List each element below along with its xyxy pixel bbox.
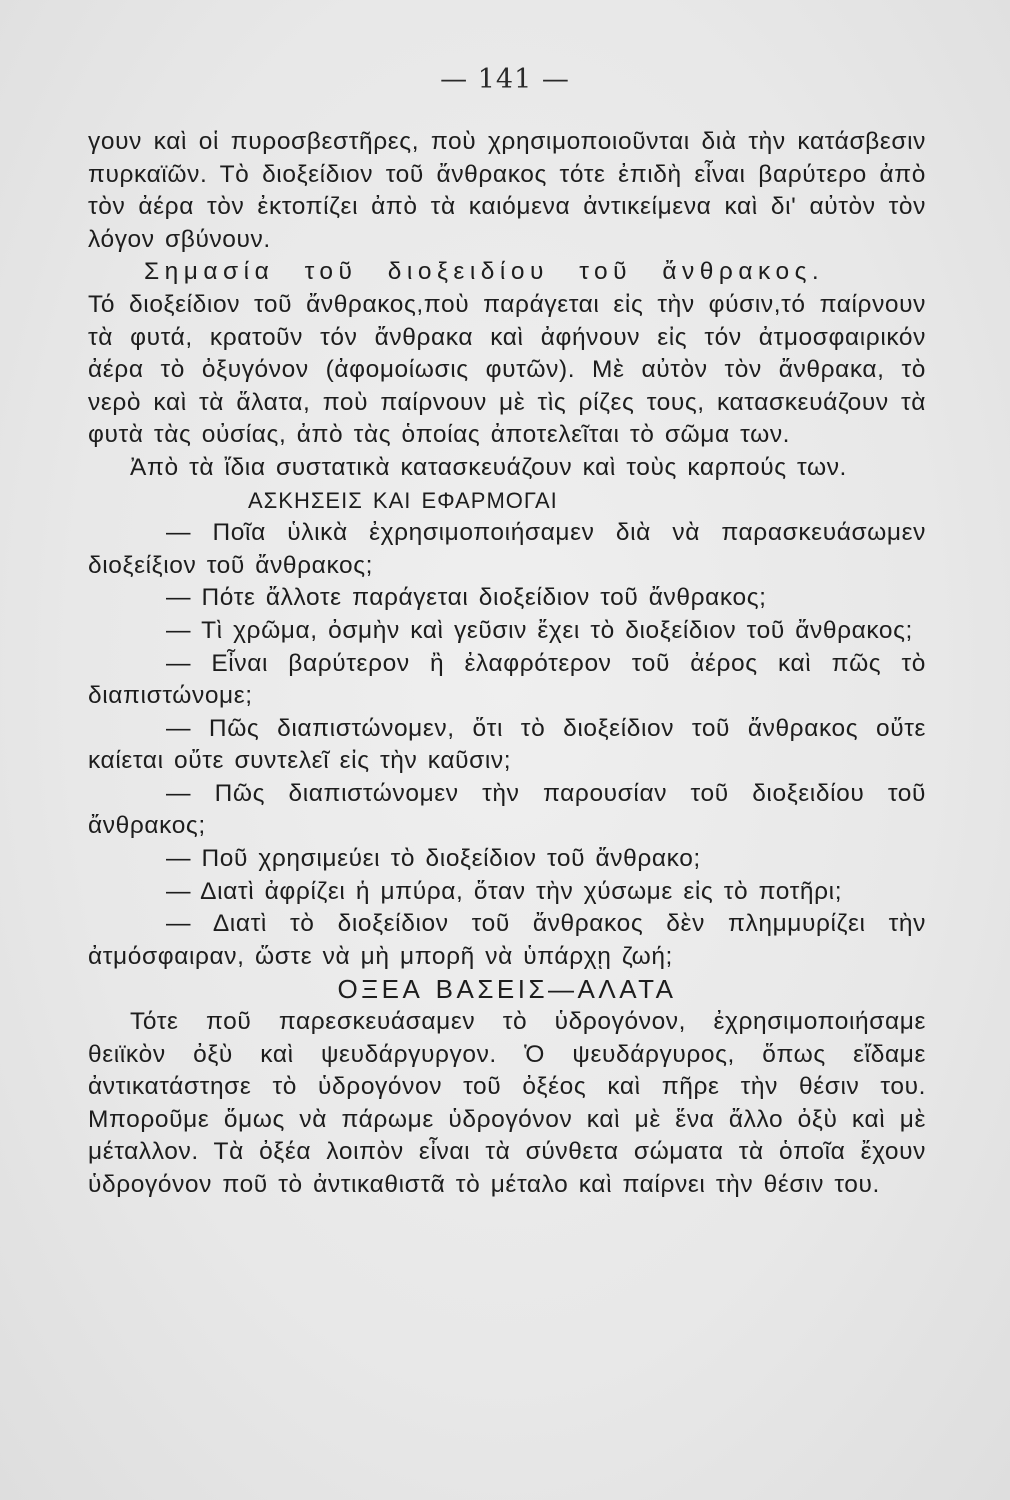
acids-bases-salts-heading: ΟΞΕΑ ΒΑΣΕΙΣ—ΑΛΑΤΑ [337,974,677,1005]
exercise-question: — Εἶναι βαρύτερον ἢ ἐλαφρότερον τοῦ ἀέρος καὶ πῶς τὸ διαπιστώνομε; [88,649,926,710]
exercise-questions-list [88,517,926,973]
fruits-paragraph: Ἀπὸ τὰ ἴδια συστατικὰ κατασκευάζουν καὶ τοὺς καρπούς των. [130,453,847,481]
exercises-heading: ΑΣΚΗΣΕΙΣ ΚΑΙ ΕΦΑΡΜΟΓΑΙ [248,487,558,513]
exercise-question: — Πότε ἄλλοτε παράγεται διοξείδιον τοῦ ἄνθρακος; [166,584,767,612]
intro-paragraph: γουν καὶ οἱ πυροσβεστῆρες, ποὺ χρησιμοποιοῦνται διὰ τὴν κατάσβεσιν πυρκαϊῶν. Τὸ διοξείδιον τοῦ ἄνθρακος τότε ἐπιδὴ εἶναι βαρύτερο ἀπὸ τὸν ἀέρα τὸν ἐκτοπίζει ἀπὸ τὰ καιόμενα ἀντικείμενα καὶ δι' αὐτὸν τὸν λόγον σβύνουν. [88,128,926,253]
page-body [88,126,926,1202]
exercise-question: — Πῶς διαπιστώνομεν, ὅτι τὸ διοξείδιον τοῦ ἄνθρακος οὔτε καίεται οὔτε συντελεῖ εἰς τὴν καῦσιν; [88,714,926,775]
section-heading-significance: Σημασία τοῦ διοξειδίου τοῦ ἄνθρακος. [144,258,825,286]
exercise-question: — Ποῖα ὑλικὰ ἐχρησιμοποιήσαμεν διὰ νὰ παρασκευάσωμεν διοξείξιον τοῦ ἄνθρακος; [88,519,926,579]
significance-paragraph: Τό διοξείδιον τοῦ ἄνθρακος,ποὺ παράγεται εἰς τὴν φύσιν,τό παίρνουν τὰ φυτά, κρατοῦν τόν ἄνθρακα καὶ ἀφήνουν εἰς τόν ἀτμοσφαιρικόν ἀέρα τὸ ὀξυγόνον (ἀφομοίωσις φυτῶν). Μὲ αὐτὸν τὸν ἄνθρακα, τὸ νερὸ καὶ τὰ ἅλατα, ποὺ παίρνουν μὲ τὶς ρίζες τους, κατασκευάζουν τὰ φυτὰ τὰς οὐσίας, ἀπὸ τὰς ὁποίας ἀποτελεῖται τὸ σῶμα των. [88,290,926,449]
exercise-question: — Πῶς διαπιστώνομεν τὴν παρουσίαν τοῦ διοξειδίου τοῦ ἄνθρακος; [88,779,926,840]
exercise-question: — Τὶ χρῶμα, ὀσμὴν καὶ γεῦσιν ἔχει τὸ διοξείδιον τοῦ ἄνθρακος; [166,616,913,644]
exercise-question: — Ποῦ χρησιμεύει τὸ διοξείδιον τοῦ ἄνθρακο; [166,845,701,873]
exercise-question: — Διατὶ τὸ διοξείδιον τοῦ ἄνθρακος δὲν πλημμυρίζει τὴν ἀτμόσφαιραν, ὥστε νὰ μὴ μπορῆ νὰ ὑπάρχῃ ζωή; [88,910,926,970]
acids-paragraph: Τότε ποῦ παρεσκευάσαμεν τὸ ὑδρογόνον, ἐχρησιμοποιήσαμε θειϊκὸν ὀξὺ καὶ ψευδάργυργον. Ὁ ψευδάργυρος, ὅπως εἴδαμε ἀντικατάστησε τὸ ὑδρογόνον τοῦ ὀξέος καὶ πῆρε τὴν θέσιν του. Μποροῦμε ὅμως νὰ πάρωμε ὑδρογόνον καὶ μὲ ἕνα ἄλλο ὀξὺ καὶ μὲ μέταλλον. Τὰ ὀξέα λοιπὸν εἶναι τὰ σύνθετα σώματα τὰ ὁποῖα ἔχουν ὑδρογόνον ποῦ τὸ ἀντικαθιστᾶ τὸ μέταλο καὶ παίρνει τὴν θέσιν του. [88,1008,926,1198]
exercise-question: — Διατὶ ἀφρίζει ἡ μπύρα, ὅταν τὴν χύσωμε εἰς τὸ ποτῆρι; [166,877,843,905]
page-number: — 141 — [440,64,570,95]
